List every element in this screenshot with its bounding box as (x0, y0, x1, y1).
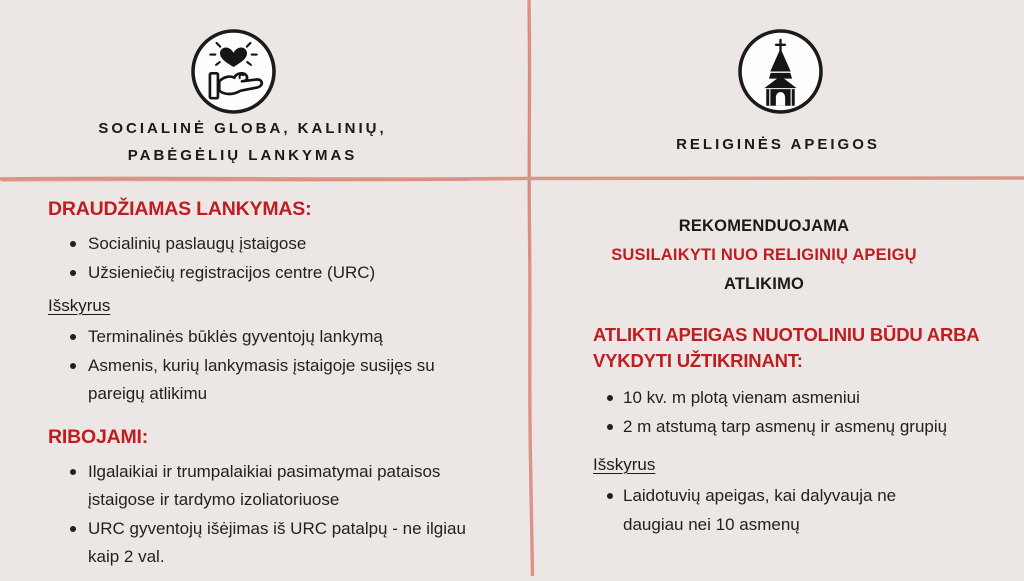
list-item: URC gyventojų išėjimas iš URC patalpų - ne ilgiau kaip 2 val. (48, 515, 488, 572)
recommendation-line2: SUSILAIKYTI NUO RELIGINIŲ APEIGŲ (611, 246, 917, 264)
church-icon (736, 27, 825, 116)
heart-in-hand-icon (189, 27, 278, 116)
forbidden-heading: DRAUDŽIAMAS LANKYMAS: (48, 198, 312, 220)
perform-heading-line1: ATLIKTI APEIGAS NUOTOLINIU BŪDU ARBA (593, 324, 980, 345)
recommendation-text (593, 212, 935, 299)
list-item: Ilgalaikiai ir trumpalaikiai pasimatymai pataisos įstaigose ir tardymo izoliatoriuose (48, 458, 508, 515)
perform-heading-line2: VYKDYTI UŽTIKRINANT: (593, 350, 803, 371)
left-except-heading: Išskyrus (48, 296, 111, 315)
left-panel (48, 198, 526, 581)
forbidden-list (48, 230, 526, 287)
list-item: Asmenis, kurių lankymasis įstaigoje susijęs su pareigų atlikimu (48, 352, 443, 409)
limited-heading: RIBOJAMI: (48, 425, 149, 448)
left-panel-title-line1: SOCIALINĖ GLOBA, KALINIŲ, (98, 120, 387, 137)
recommendation-line3: ATLIKIMO (723, 275, 805, 293)
list-item: Terminalinės būklės gyventojų lankymą (48, 323, 526, 352)
recommendation-line1: REKOMENDUOJAMA (678, 217, 850, 235)
list-item: Laidotuvių apeigas, kai dalyvauja ne daugiau nei 10 asmenų (593, 482, 923, 539)
list-item: 2 m atstumą tarp asmenų ir asmenų grupių (593, 413, 997, 442)
left-except-list (48, 323, 526, 409)
left-panel-title-line2: PABĖGĖLIŲ LANKYMAS (127, 147, 358, 164)
perform-heading (593, 322, 997, 374)
right-panel-title: RELIGINĖS APEIGOS (676, 136, 880, 153)
right-except-list (593, 482, 997, 539)
limited-list (48, 458, 526, 572)
left-panel-title (15, 115, 470, 169)
horizontal-divider-line (0, 166, 1024, 192)
measures-list (593, 384, 997, 441)
list-item: Užsieniečių registracijos centre (URC) (48, 259, 526, 288)
right-panel (593, 212, 997, 548)
right-except-heading: Išskyrus (593, 455, 656, 474)
list-item: Socialinių paslaugų įstaigose (48, 230, 526, 259)
list-item: 10 kv. m plotą vienam asmeniui (593, 384, 997, 413)
